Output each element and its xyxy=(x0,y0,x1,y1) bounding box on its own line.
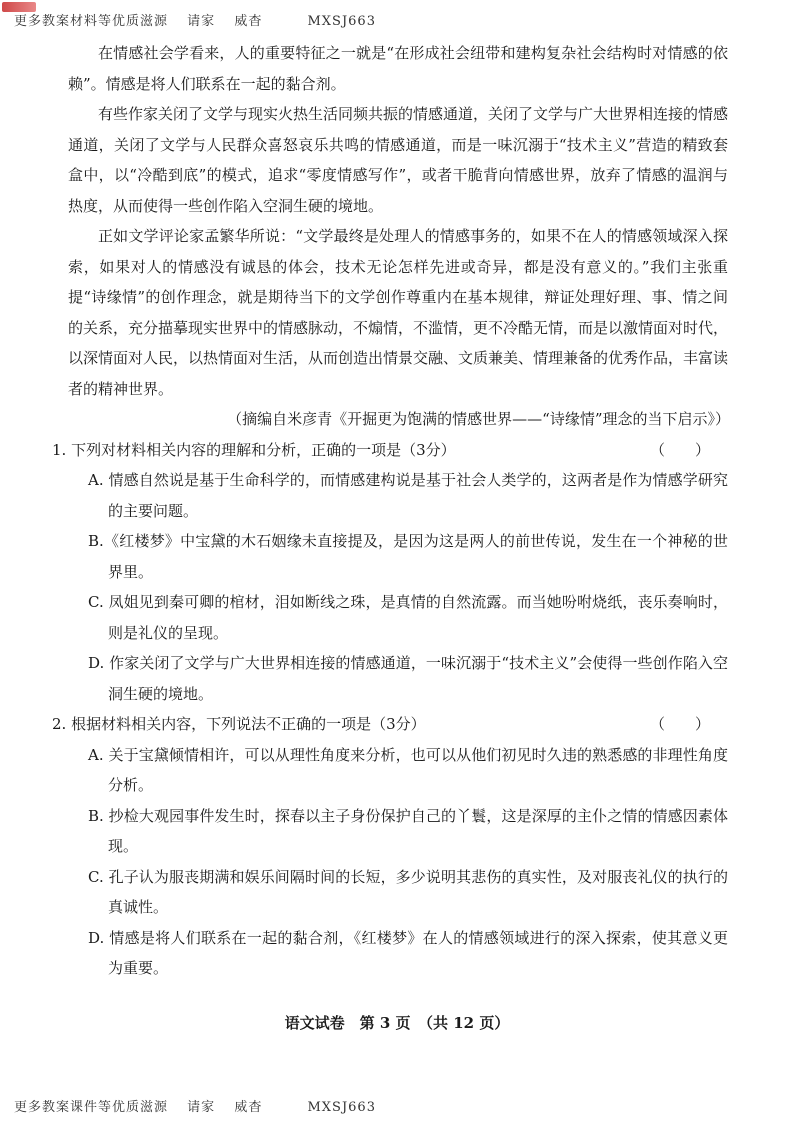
watermark-text: MXSJ663 xyxy=(307,14,376,29)
answer-blank: （ ） xyxy=(649,715,710,733)
watermark-text: 更多教案课件等优质滋源 xyxy=(14,1100,169,1115)
question-2 xyxy=(52,709,728,984)
answer-blank: （ ） xyxy=(649,440,710,459)
watermark-text: 威杳 xyxy=(234,14,263,29)
document-body xyxy=(52,38,730,984)
watermark-bottom xyxy=(14,1096,376,1115)
watermark-text: MXSJ663 xyxy=(307,1100,376,1115)
option-a: A. 情感自然说是基于生命科学的，而情感建构说是基于社会人类学的，这两者是作为情感学研究的主要问题。 xyxy=(88,471,728,520)
option-b: B. 抄检大观园事件发生时，探春以主子身份保护自己的丫鬟，这是深厚的主仆之情的情感因素体现。 xyxy=(88,806,728,855)
source-citation: （摘编自米彦青《开掘更为饱满的情感世界——“诗缘情”理念的当下启示》） xyxy=(227,410,730,428)
option-d: D. 作家关闭了文学与广大世界相连接的情感通道，一味沉溺于“技术主义”会使得一些创作陷入空洞生硬的境地。 xyxy=(88,654,728,703)
page-footer: 语文试卷 第 3 页 （共 12 页） xyxy=(284,1014,510,1032)
watermark-top xyxy=(14,10,376,29)
question-stem xyxy=(52,435,728,466)
question-stem xyxy=(52,709,728,740)
watermark-text: 威杳 xyxy=(234,1100,263,1115)
question-text: 2. 根据材料相关内容，下列说法不正确的一项是（3分） xyxy=(52,715,426,733)
option-b: B.《红楼梦》中宝黛的木石姻缘未直接提及，是因为这是两人的前世传说，发生在一个神秘的世界里。 xyxy=(88,532,728,581)
watermark-text: 请家 xyxy=(187,14,216,29)
paragraph: 正如文学评论家孟繁华所说：“文学最终是处理人的情感事务的，如果不在人的情感领域深入探索，如果对人的情感没有诚恳的体会，技术无论怎样先进或奇异，都是没有意义的。”我们主张重提“诗缘情”的创作理念，就是期待当下的文学创作尊重内在基本规律，辩证处理好理、事、情之间的关系，充分描摹现实世界中的情感脉动，不煽情，不滥情，更不冷酷无情，而是以激情面对时代，以深情面对人民，以热情面对生活，从而创造出情景交融、文质兼美、情理兼备的优秀作品，丰富读者的精神世界。 xyxy=(68,227,729,398)
watermark-text: 更多教案材料等优质滋源 xyxy=(14,14,169,29)
option-d: D. 情感是将人们联系在一起的黏合剂，《红楼梦》在人的情感领域进行的深入探索，使其意义更为重要。 xyxy=(88,928,728,977)
paragraph: 在情感社会学看来，人的重要特征之一就是“在形成社会纽带和建构复杂社会结构时对情感的依赖”。情感是将人们联系在一起的黏合剂。 xyxy=(68,44,728,93)
watermark-text: 请家 xyxy=(187,1100,216,1115)
option-c: C. 孔子认为服丧期满和娱乐间隔时间的长短，多少说明其悲伤的真实性，及对服丧礼仪的执行的真诚性。 xyxy=(88,867,728,916)
paragraph: 有些作家关闭了文学与现实火热生活同频共振的情感通道，关闭了文学与广大世界相连接的情感通道，关闭了文学与人民群众喜怒哀乐共鸣的情感通道，而是一味沉溺于“技术主义”营造的精致套盒中，以“冷酷到底”的模式，追求“零度情感写作”，或者干脆背向情感世界，放弃了情感的温润与热度，从而使得一些创作陷入空洞生硬的境地。 xyxy=(68,105,729,215)
option-c: C. 凤姐见到秦可卿的棺材，泪如断线之珠，是真情的自然流露。而当她吩咐烧纸，丧乐奏响时，则是礼仪的呈现。 xyxy=(88,593,728,642)
question-1 xyxy=(52,435,728,710)
option-a: A. 关于宝黛倾情相许，可以从理性角度来分析，也可以从他们初见时久违的熟悉感的非理性角度分析。 xyxy=(88,745,728,794)
question-text: 1. 下列对材料相关内容的理解和分析，正确的一项是（3分） xyxy=(52,440,456,459)
